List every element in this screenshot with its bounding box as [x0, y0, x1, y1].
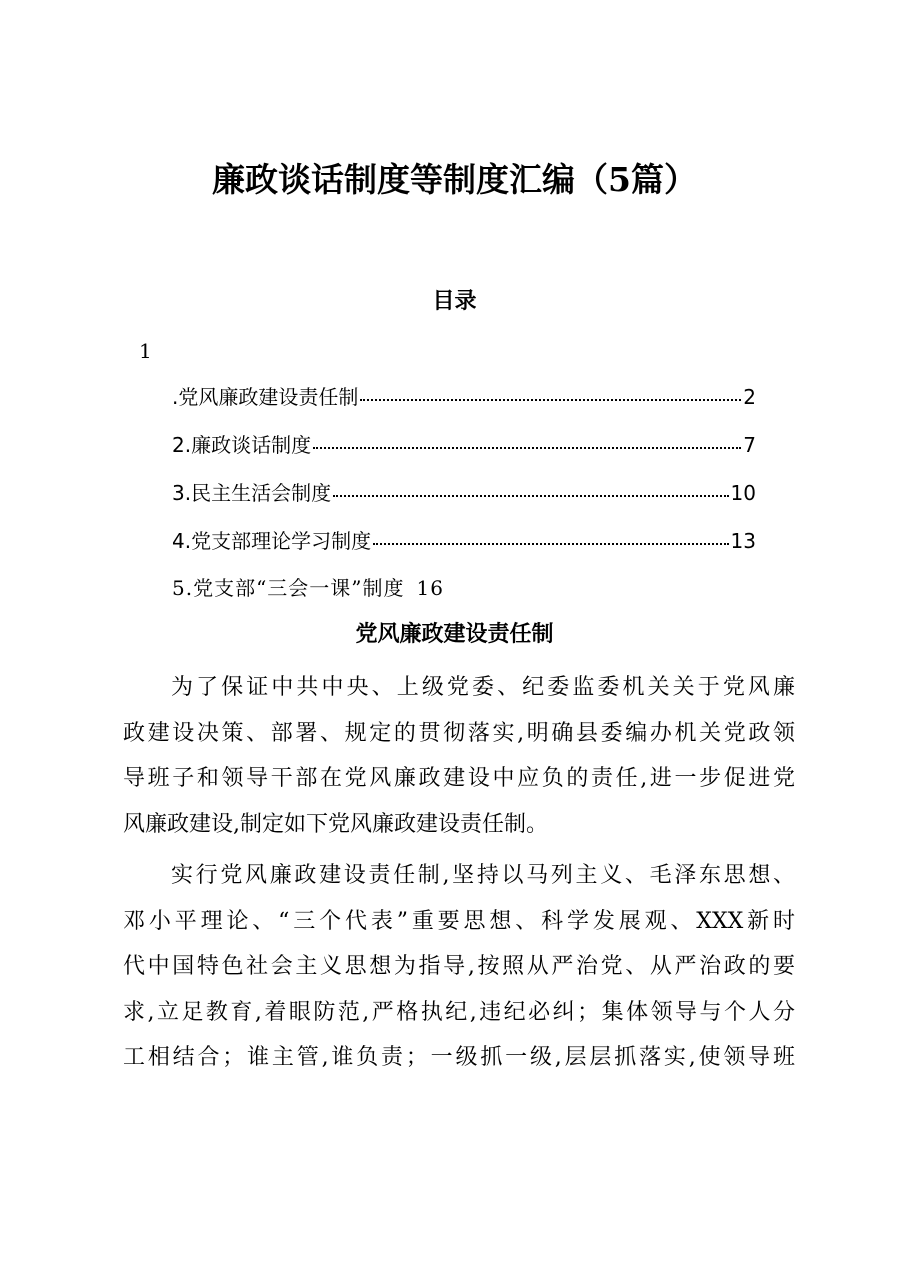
- toc-leader: [313, 447, 741, 449]
- paragraph-line: 风廉政建设,制定如下党风廉政建设责任制。: [123, 811, 548, 837]
- toc-entry-label: 4.党支部理论学习制度: [172, 529, 372, 553]
- toc-entry-page: 2: [743, 385, 756, 409]
- document-title: 廉政谈话制度等制度汇编（5篇）: [212, 160, 697, 199]
- toc-entry-page: 7: [743, 433, 756, 457]
- toc-entry-label: 5.党支部“三会一课”制度: [172, 576, 405, 600]
- toc-entry-page: 13: [730, 529, 756, 553]
- section-title: 党风廉政建设责任制: [355, 621, 554, 647]
- toc-entry-label: .党风廉政建设责任制: [172, 385, 359, 409]
- toc-heading: 目录: [432, 288, 477, 314]
- toc-entry-label: 3.民主生活会制度: [172, 481, 332, 505]
- toc-leader: [373, 543, 728, 545]
- paragraph-2: [123, 853, 795, 1081]
- paragraph-line: 代中国特色社会主义思想为指导,按照从严治党、从严治政的要: [123, 954, 795, 980]
- toc-first-number: 1: [139, 339, 152, 363]
- paragraph-line: 求,立足教育,着眼防范,严格执纪,违纪必纠；集体领导与个人分: [123, 999, 795, 1025]
- toc-entry[interactable]: [172, 526, 756, 556]
- toc-entry[interactable]: [172, 430, 756, 460]
- paragraph-line: 工相结合；谁主管,谁负责；一级抓一级,层层抓落实,使领导班: [123, 1045, 795, 1071]
- toc-entry-page: 10: [730, 481, 756, 505]
- toc-entry[interactable]: [172, 478, 756, 508]
- toc-leader: [360, 399, 741, 401]
- toc-entry[interactable]: [172, 382, 756, 412]
- paragraph-line: 为了保证中共中央、上级党委、纪委监委机关关于党风廉: [171, 675, 795, 700]
- toc-entry-last[interactable]: [172, 573, 444, 603]
- toc-leader: [333, 495, 728, 497]
- toc-entry-page: 16: [416, 576, 444, 600]
- paragraph-line: 政建设决策、部署、规定的贯彻落实,明确县委编办机关党政领: [123, 720, 795, 746]
- paragraph-line: 实行党风廉政建设责任制,坚持以马列主义、毛泽东思想、: [171, 863, 795, 888]
- toc-entry-label: 2.廉政谈话制度: [172, 433, 312, 457]
- paragraph-line: 邓小平理论、“三个代表”重要思想、科学发展观、XXX新时: [123, 908, 795, 934]
- paragraph-1: [123, 665, 795, 847]
- paragraph-line: 导班子和领导干部在党风廉政建设中应负的责任,进一步促进党: [123, 766, 795, 792]
